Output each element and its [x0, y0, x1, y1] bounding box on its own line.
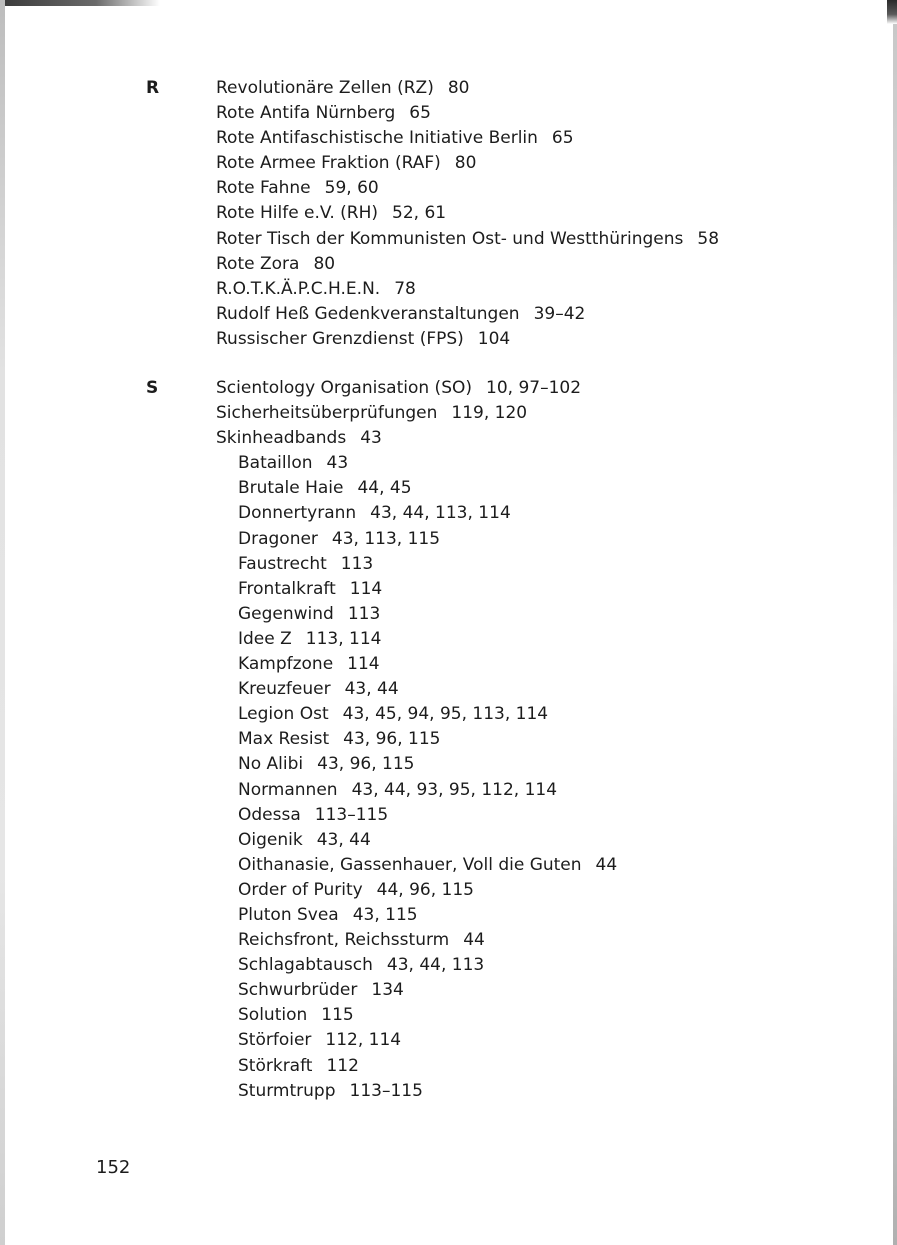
entry-term: Rudolf Heß Gedenkveranstaltungen	[216, 303, 520, 324]
entry-pages: 113	[340, 553, 374, 574]
index-subentry	[216, 476, 617, 501]
entry-pages: 43, 115	[352, 904, 418, 925]
entry-term: Oigenik	[238, 829, 303, 850]
entry-pages: 44, 96, 115	[376, 879, 474, 900]
entry-term: Kampfzone	[238, 654, 334, 675]
entry-pages: 43, 113, 115	[331, 528, 441, 549]
entry-pages: 43, 45, 94, 95, 113, 114	[342, 704, 549, 725]
index-entry	[216, 277, 719, 302]
index-subentry	[216, 778, 617, 803]
index-subentry	[216, 552, 617, 577]
index-subentry	[216, 677, 617, 702]
entry-term: Rote Fahne	[216, 178, 311, 199]
index-subentry	[216, 878, 617, 903]
entry-term: Faustrecht	[238, 553, 327, 574]
entry-term: Rote Hilfe e.V. (RH)	[216, 203, 379, 224]
index-entry	[216, 76, 719, 101]
entry-term: Scientology Organisation (SO)	[216, 378, 472, 398]
entry-term: Reichsfront, Reichssturm	[238, 930, 450, 951]
index-entry	[216, 252, 719, 277]
entry-term: Brutale Haie	[238, 478, 344, 499]
entry-term: Rote Zora	[216, 253, 300, 274]
entry-term: Donnertyrann	[238, 503, 357, 524]
entry-pages: 43, 96, 115	[343, 729, 441, 750]
index-subentry	[216, 928, 617, 953]
entry-term: Schlagabtausch	[238, 955, 373, 976]
index-entry	[216, 101, 719, 126]
entry-pages: 43, 44, 113, 114	[370, 503, 511, 524]
index-entry	[216, 126, 719, 151]
index-subentry	[216, 752, 617, 777]
entry-term: Gegenwind	[238, 603, 334, 624]
entry-pages: 43, 44	[316, 829, 371, 850]
index-entry	[216, 401, 617, 426]
index-subentry	[216, 828, 617, 853]
entry-pages: 114	[349, 578, 383, 599]
entry-term: Solution	[238, 1005, 308, 1026]
entry-pages: 115	[321, 1005, 354, 1026]
entry-pages: 43, 44, 113	[386, 955, 485, 976]
entry-pages: 43	[326, 453, 349, 474]
entry-term: Pluton Svea	[238, 904, 339, 925]
index-subentry	[216, 702, 617, 727]
index-subentry	[216, 978, 617, 1003]
index-subentry	[216, 602, 617, 627]
entry-term: No Alibi	[238, 754, 304, 775]
entry-pages: 43, 96, 115	[317, 754, 415, 775]
entry-term: Idee Z	[238, 628, 292, 649]
index-entry	[216, 201, 719, 226]
entry-term: Revolutionäre Zellen (RZ)	[216, 78, 434, 98]
entry-pages: 113–115	[314, 804, 389, 825]
entry-pages: 113	[347, 603, 381, 624]
entry-term: Rote Armee Fraktion (RAF)	[216, 153, 441, 174]
entry-pages: 43, 44	[344, 679, 399, 700]
scan-shadow-top	[0, 0, 160, 6]
index-subentry	[216, 451, 617, 476]
index-subentry	[216, 1003, 617, 1028]
entry-pages: 119, 120	[451, 403, 528, 424]
entry-pages: 44, 45	[357, 478, 412, 499]
entry-term: R.O.T.K.Ä.P.C.H.E.N.	[216, 278, 381, 299]
index-entry	[216, 327, 719, 352]
page-number: 152	[96, 1157, 131, 1178]
entry-term: Störfoier	[238, 1030, 312, 1051]
index-subentry	[216, 1054, 617, 1079]
entry-term: Odessa	[238, 804, 301, 825]
index-entry-list	[216, 76, 719, 352]
entry-pages: 113, 114	[305, 628, 382, 649]
entry-term: Sicherheitsüberprüfungen	[216, 403, 438, 424]
entry-pages: 65	[551, 128, 574, 149]
entry-term: Russischer Grenzdienst (FPS)	[216, 328, 464, 349]
entry-pages: 52, 61	[392, 203, 447, 224]
entry-term: Störkraft	[238, 1055, 313, 1076]
index-subentry	[216, 903, 617, 928]
scan-shadow-left	[0, 0, 5, 1245]
entry-term: Rote Antifa Nürnberg	[216, 103, 396, 124]
entry-pages: 80	[447, 78, 470, 98]
entry-pages: 65	[409, 103, 431, 124]
section-letter: R	[146, 78, 160, 98]
index-subentry	[216, 1079, 617, 1104]
entry-term: Kreuzfeuer	[238, 679, 331, 700]
scan-shadow-right	[893, 24, 897, 1245]
entry-term: Roter Tisch der Kommunisten Ost- und Westthüringens	[216, 228, 684, 249]
scan-shadow-corner	[887, 0, 897, 24]
entry-term: Dragoner	[238, 528, 318, 549]
index-subentry	[216, 853, 617, 878]
index-entry	[216, 227, 719, 252]
index-subentry	[216, 627, 617, 652]
entry-term: Order of Purity	[238, 879, 363, 900]
entry-pages: 10, 97–102	[486, 378, 582, 398]
index-subentry	[216, 577, 617, 602]
entry-term: Normannen	[238, 779, 338, 800]
entry-term: Skinheadbands	[216, 428, 347, 449]
entry-term: Rote Antifaschistische Initiative Berlin	[216, 128, 538, 149]
entry-term: Max Resist	[238, 729, 330, 750]
index-subentry	[216, 501, 617, 526]
index-subentry	[216, 803, 617, 828]
index-entry	[216, 376, 617, 401]
index-subentry	[216, 652, 617, 677]
entry-pages: 112	[326, 1055, 359, 1076]
entry-term: Bataillon	[238, 453, 313, 474]
entry-pages: 78	[394, 278, 416, 299]
index-subentry	[216, 527, 617, 552]
entry-pages: 44	[595, 854, 618, 875]
entry-pages: 80	[313, 253, 336, 274]
index-entry	[216, 151, 719, 176]
entry-pages: 43	[360, 428, 382, 449]
entry-term: Oithanasie, Gassenhauer, Voll die Guten	[238, 854, 582, 875]
entry-pages: 59, 60	[324, 178, 379, 199]
index-entry	[216, 426, 617, 451]
entry-pages: 39–42	[533, 303, 586, 324]
entry-pages: 43, 44, 93, 95, 112, 114	[351, 779, 558, 800]
entry-term: Sturmtrupp	[238, 1080, 336, 1101]
entry-pages: 44	[463, 930, 485, 951]
index-entry	[216, 302, 719, 327]
section-letter: S	[146, 378, 159, 398]
entry-term: Frontalkraft	[238, 578, 336, 599]
entry-term: Schwurbrüder	[238, 980, 358, 1001]
entry-pages: 104	[477, 328, 511, 349]
index-subentry	[216, 953, 617, 978]
entry-pages: 112, 114	[325, 1030, 402, 1051]
index-entry-list	[216, 376, 617, 1104]
entry-pages: 58	[697, 228, 720, 249]
index-subentry	[216, 727, 617, 752]
entry-term: Legion Ost	[238, 704, 329, 725]
index-subentry	[216, 1028, 617, 1053]
entry-pages: 134	[371, 980, 404, 1001]
index-entry	[216, 176, 719, 201]
entry-pages: 113–115	[349, 1080, 423, 1101]
entry-pages: 80	[454, 153, 477, 174]
entry-pages: 114	[347, 654, 380, 675]
